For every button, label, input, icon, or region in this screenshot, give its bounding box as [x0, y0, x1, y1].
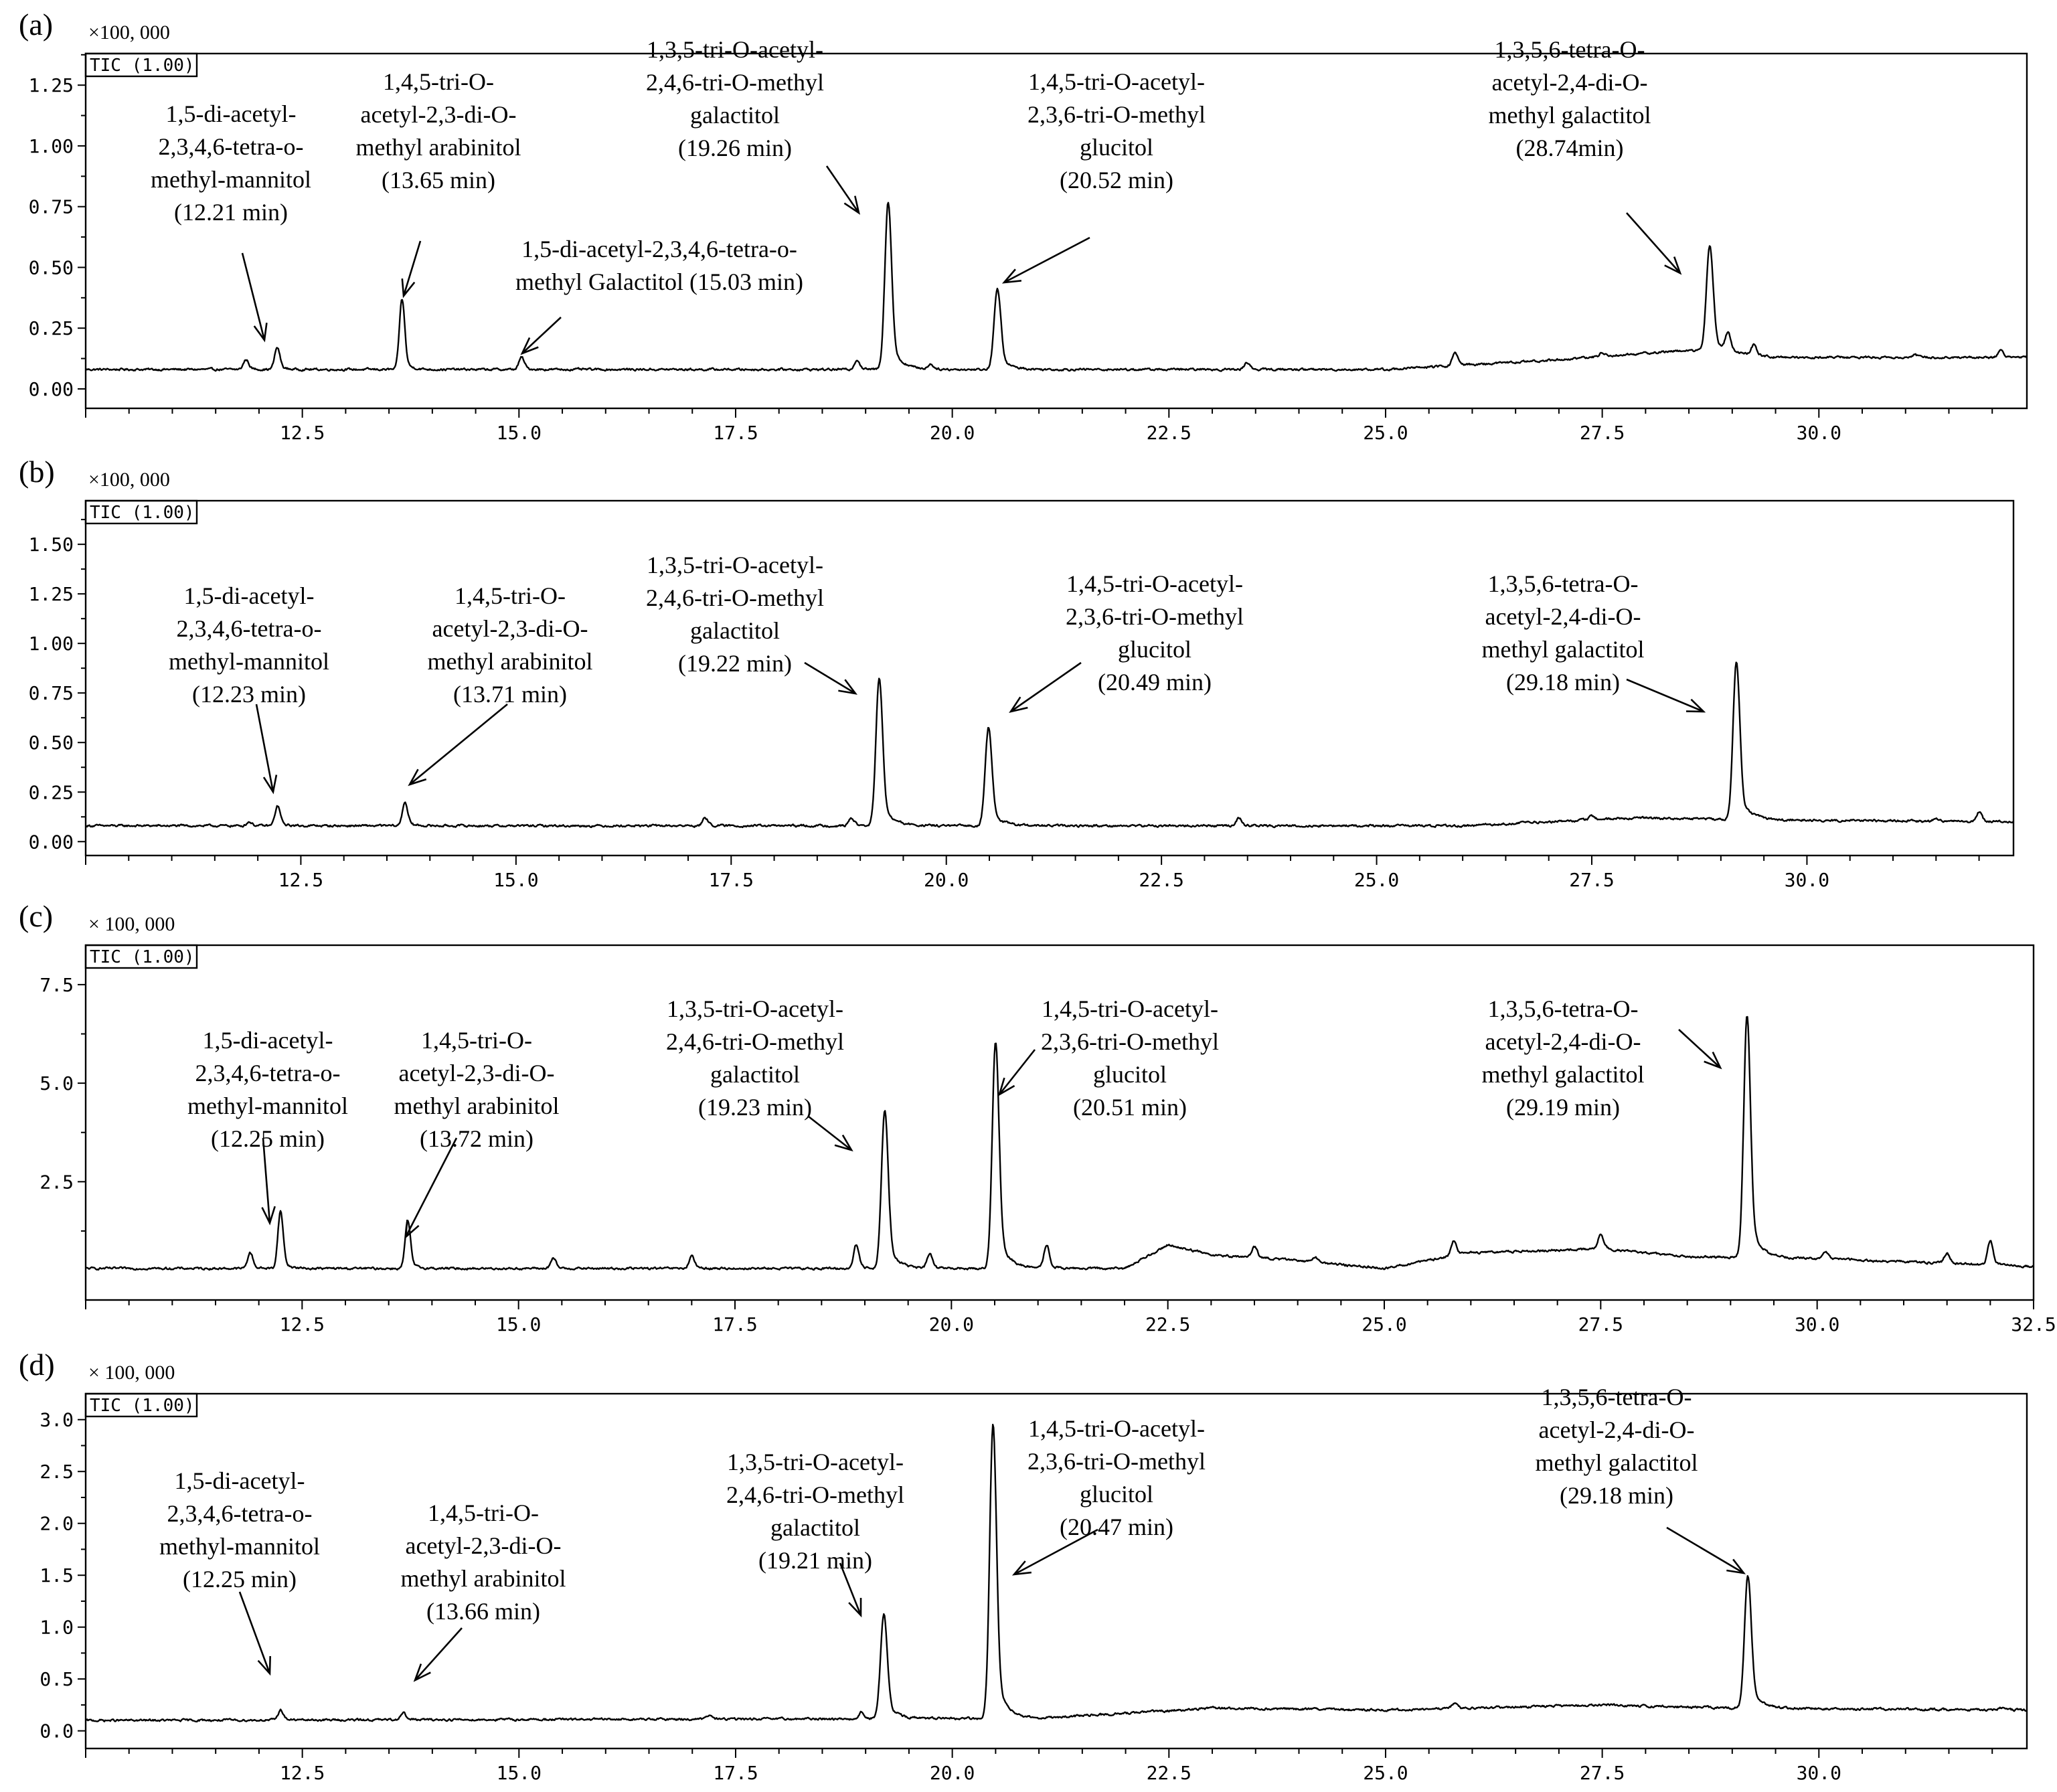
arrow-shaft [410, 704, 507, 785]
arrow-head-icon [1014, 1561, 1032, 1574]
annotation-text: acetyl-2,3-di-O- [405, 1532, 562, 1559]
peak-annotation [726, 1449, 904, 1615]
annotation-text: galactitol [690, 102, 780, 129]
annotation-text: 1,4,5-tri-O- [455, 582, 566, 609]
annotation-text: methyl-mannitol [169, 648, 329, 675]
chart-panel-a [19, 7, 2027, 444]
annotation-text: 2,4,6-tri-O-methyl [646, 69, 824, 96]
annotation-text: 1,3,5-tri-O-acetyl- [647, 36, 823, 63]
annotation-text: 1,4,5-tri-O-acetyl- [1028, 68, 1205, 95]
annotation-text: (12.23 min) [192, 681, 306, 708]
arrow-shaft [805, 663, 855, 694]
arrow-shaft [1011, 663, 1081, 712]
x-tick-label: 15.0 [493, 869, 539, 891]
x-tick-label: 25.0 [1363, 422, 1408, 444]
annotation-text: (13.66 min) [426, 1598, 540, 1625]
arrow-shaft [999, 1050, 1035, 1094]
annotation-text: 2,4,6-tri-O-methyl [726, 1481, 904, 1508]
y-tick-label: 7.5 [39, 973, 74, 996]
peak-annotation [159, 1467, 320, 1674]
x-tick-label: 20.0 [929, 422, 975, 444]
annotation-text: 1,5-di-acetyl- [165, 100, 297, 127]
y-tick-label: 1.25 [28, 583, 74, 606]
annotation-text: acetyl-2,3-di-O- [360, 101, 517, 128]
annotation-text: 1,3,5,6-tetra-O- [1487, 995, 1639, 1022]
y-scale-factor: × 100, 000 [88, 1362, 175, 1384]
annotation-text: methyl galactitol [1481, 1061, 1645, 1088]
x-tick-label: 12.5 [278, 869, 324, 891]
x-tick-label: 12.5 [279, 1313, 325, 1335]
panel-label: (d) [19, 1348, 55, 1382]
y-tick-label: 3.0 [39, 1408, 74, 1431]
annotation-text: 1,3,5,6-tetra-O- [1494, 36, 1645, 63]
x-tick-label: 27.5 [1579, 422, 1625, 444]
annotation-text: methyl galactitol [1481, 636, 1645, 663]
x-tick-label: 17.5 [712, 1313, 758, 1335]
chart-panel-b [19, 455, 2013, 891]
x-tick-label: 22.5 [1145, 1313, 1191, 1335]
x-tick-label: 17.5 [708, 869, 754, 891]
arrow-shaft [1627, 679, 1704, 712]
peak-annotation [1482, 570, 1704, 712]
y-tick-label: 0.75 [28, 195, 74, 218]
annotation-text: 1,5-di-acetyl- [202, 1027, 333, 1054]
y-tick-label: 0.00 [28, 831, 74, 853]
annotation-text: (29.19 min) [1506, 1094, 1620, 1121]
x-tick-label: 27.5 [1579, 1762, 1625, 1784]
arrow-head-icon [838, 679, 855, 694]
peak-annotation [169, 582, 329, 792]
y-scale-factor: × 100, 000 [88, 913, 175, 935]
annotation-text: methyl arabinitol [427, 648, 593, 675]
annotation-text: methyl-mannitol [187, 1092, 348, 1119]
annotation-text: 1,3,5-tri-O-acetyl- [647, 552, 823, 578]
y-tick-label: 0.50 [28, 256, 74, 279]
x-tick-label: 20.0 [928, 1313, 975, 1335]
x-tick-label: 25.0 [1362, 1313, 1407, 1335]
y-tick-label: 2.5 [39, 1171, 74, 1194]
arrow-shaft [1679, 1030, 1720, 1068]
arrow-shaft [406, 1138, 457, 1237]
y-tick-label: 5.0 [39, 1072, 74, 1095]
annotation-text: acetyl-2,4-di-O- [1538, 1416, 1695, 1443]
annotation-text: 1,4,5-tri-O-acetyl- [1028, 1415, 1205, 1442]
annotation-text: galactitol [770, 1514, 860, 1541]
y-tick-label: 1.50 [28, 534, 74, 556]
panel-label: (a) [19, 7, 54, 42]
panel-label: (c) [19, 899, 54, 933]
annotation-text: (28.74min) [1515, 135, 1624, 161]
y-tick-label: 1.25 [28, 74, 74, 97]
annotation-text: 2,4,6-tri-O-methyl [646, 584, 824, 611]
x-tick-label: 30.0 [1796, 422, 1842, 444]
annotation-text: (19.22 min) [678, 650, 792, 677]
tic-label: TIC (1.00) [90, 503, 195, 523]
annotation-text: 2,3,4,6-tetra-o- [158, 133, 304, 160]
peak-annotation [1482, 995, 1720, 1121]
y-tick-label: 2.5 [39, 1461, 74, 1483]
x-tick-label: 32.5 [2011, 1313, 2056, 1335]
tic-trace [86, 203, 2027, 372]
y-scale-factor: ×100, 000 [88, 469, 170, 491]
annotation-text: (12.21 min) [174, 199, 288, 226]
tic-label: TIC (1.00) [90, 947, 195, 967]
arrow-head-icon [1726, 1559, 1744, 1573]
panel-label: (b) [19, 455, 55, 489]
annotation-text: (19.21 min) [758, 1547, 872, 1574]
annotation-text: (29.18 min) [1506, 669, 1620, 696]
annotation-text: 1,5-di-acetyl- [183, 582, 315, 609]
annotation-text: 1,5-di-acetyl-2,3,4,6-tetra-o- [521, 236, 797, 262]
peak-annotation [1011, 570, 1244, 712]
annotation-text: methyl-mannitol [151, 166, 311, 193]
annotation-text: acetyl-2,4-di-O- [1485, 603, 1641, 630]
annotation-text: (19.26 min) [678, 135, 792, 161]
peak-annotation [410, 582, 592, 785]
annotation-text: glucitol [1080, 1481, 1153, 1508]
x-tick-label: 25.0 [1363, 1762, 1408, 1784]
annotation-text: glucitol [1118, 636, 1191, 663]
x-tick-label: 30.0 [1794, 1313, 1840, 1335]
y-tick-label: 0.00 [28, 378, 74, 400]
annotation-text: (12.25 min) [211, 1125, 325, 1152]
annotation-text: methyl Galactitol (15.03 min) [515, 268, 803, 295]
annotation-text: glucitol [1080, 134, 1153, 161]
y-tick-label: 1.0 [39, 1616, 74, 1639]
peak-annotation [666, 995, 851, 1150]
annotation-text: methyl galactitol [1535, 1449, 1698, 1476]
annotation-text: 2,3,4,6-tetra-o- [167, 1500, 313, 1527]
annotation-text: 1,3,5-tri-O-acetyl- [727, 1449, 904, 1475]
annotation-text: (19.23 min) [698, 1094, 812, 1121]
annotation-text: 1,4,5-tri-O-acetyl- [1066, 570, 1243, 597]
plot-frame [86, 501, 2013, 856]
arrow-shaft [240, 1592, 270, 1674]
y-scale-factor: ×100, 000 [88, 21, 170, 44]
annotation-text: (20.47 min) [1060, 1514, 1173, 1540]
tic-label: TIC (1.00) [90, 1396, 195, 1416]
peak-annotation [356, 68, 521, 296]
x-tick-label: 30.0 [1796, 1762, 1842, 1784]
annotation-text: 1,3,5,6-tetra-O- [1541, 1384, 1692, 1410]
arrow-shaft [1667, 1528, 1744, 1573]
annotation-text: (12.25 min) [183, 1566, 297, 1593]
annotation-text: methyl arabinitol [355, 134, 521, 161]
annotation-text: 1,5-di-acetyl- [174, 1467, 305, 1494]
y-tick-label: 0.0 [39, 1720, 74, 1742]
peak-annotation [401, 1499, 566, 1680]
peak-annotation [1489, 36, 1680, 273]
annotation-text: methyl arabinitol [400, 1565, 566, 1592]
annotation-text: (13.72 min) [420, 1125, 533, 1152]
y-tick-label: 0.5 [39, 1668, 74, 1691]
peak-annotation [187, 1027, 348, 1223]
annotation-text: 2,3,4,6-tetra-o- [195, 1060, 341, 1086]
annotation-text: 2,3,6-tri-O-methyl [1027, 1448, 1206, 1475]
arrow-shaft [1014, 1530, 1098, 1574]
y-tick-label: 0.75 [28, 682, 74, 705]
arrow-shaft [242, 253, 264, 340]
arrow-shaft [1004, 238, 1090, 282]
peak-annotation [1004, 68, 1206, 282]
annotation-text: (20.49 min) [1098, 669, 1212, 696]
annotation-text: (13.71 min) [453, 681, 567, 708]
annotation-text: 1,3,5-tri-O-acetyl- [667, 995, 843, 1022]
x-tick-label: 27.5 [1569, 869, 1615, 891]
x-tick-label: 15.0 [495, 1313, 542, 1335]
peak-annotation [999, 995, 1219, 1121]
x-tick-label: 15.0 [496, 422, 542, 444]
annotation-text: methyl galactitol [1488, 102, 1651, 129]
x-tick-label: 15.0 [496, 1762, 542, 1784]
annotation-text: (13.65 min) [382, 167, 495, 193]
annotation-text: acetyl-2,4-di-O- [1491, 69, 1648, 96]
x-tick-label: 22.5 [1146, 1762, 1192, 1784]
annotation-text: 1,4,5-tri-O- [383, 68, 494, 95]
x-tick-label: 22.5 [1146, 422, 1192, 444]
x-tick-label: 30.0 [1784, 869, 1830, 891]
x-tick-label: 20.0 [929, 1762, 975, 1784]
annotation-text: acetyl-2,3-di-O- [398, 1060, 555, 1086]
y-tick-label: 0.50 [28, 732, 74, 754]
arrow-shaft [415, 1628, 462, 1680]
arrow-shaft [522, 317, 561, 353]
annotation-text: (20.51 min) [1073, 1094, 1187, 1121]
x-tick-label: 17.5 [713, 422, 758, 444]
annotation-text: 2,3,6-tri-O-methyl [1066, 603, 1244, 630]
y-tick-label: 0.25 [28, 317, 74, 340]
y-tick-label: 1.00 [28, 135, 74, 157]
y-tick-label: 2.0 [39, 1512, 74, 1535]
chart-panel-d [19, 1348, 2027, 1784]
peak-annotation [151, 100, 311, 340]
tic-trace [86, 663, 2013, 827]
x-tick-label: 12.5 [279, 422, 325, 444]
annotation-text: methyl-mannitol [159, 1533, 320, 1560]
annotation-text: acetyl-2,3-di-O- [432, 615, 588, 642]
arrow-head-icon [1004, 269, 1021, 282]
annotation-text: 1,4,5-tri-O- [428, 1499, 539, 1526]
annotation-text: 1,4,5-tri-O- [421, 1027, 532, 1054]
annotation-text: acetyl-2,4-di-O- [1485, 1028, 1641, 1055]
annotation-text: 1,4,5-tri-O-acetyl- [1042, 995, 1218, 1022]
arrow-shaft [1627, 213, 1680, 273]
peak-annotation [515, 236, 803, 353]
arrow-head-icon [406, 1220, 419, 1237]
y-tick-label: 0.25 [28, 781, 74, 804]
annotation-text: methyl arabinitol [394, 1092, 560, 1119]
x-tick-label: 12.5 [279, 1762, 325, 1784]
y-tick-label: 1.00 [28, 633, 74, 655]
x-tick-label: 17.5 [713, 1762, 758, 1784]
peak-annotation [1014, 1415, 1206, 1574]
x-tick-label: 22.5 [1139, 869, 1184, 891]
arrow-shaft [404, 241, 420, 296]
annotation-text: 2,3,6-tri-O-methyl [1041, 1028, 1219, 1055]
annotation-text: 2,4,6-tri-O-methyl [666, 1028, 844, 1055]
annotation-text: (29.18 min) [1560, 1482, 1673, 1509]
peak-annotation [646, 552, 855, 694]
annotation-text: glucitol [1093, 1061, 1167, 1088]
annotation-text: galactitol [690, 617, 780, 644]
x-tick-label: 20.0 [923, 869, 969, 891]
tic-label: TIC (1.00) [90, 56, 195, 76]
arrow-shaft [827, 166, 859, 213]
chart-panel-c [19, 899, 2056, 1335]
y-tick-label: 1.5 [39, 1564, 74, 1587]
peak-annotation [1536, 1384, 1744, 1573]
peak-annotation [394, 1027, 560, 1237]
annotation-text: galactitol [710, 1061, 800, 1088]
x-tick-label: 27.5 [1578, 1313, 1624, 1335]
annotation-text: (20.52 min) [1060, 167, 1173, 193]
annotation-text: 2,3,6-tri-O-methyl [1027, 101, 1206, 128]
annotation-text: 1,3,5,6-tetra-O- [1487, 570, 1639, 597]
x-tick-label: 25.0 [1353, 869, 1400, 891]
annotation-text: 2,3,4,6-tetra-o- [176, 615, 322, 642]
peak-annotation [646, 36, 859, 213]
arrow-shaft [809, 1117, 851, 1150]
